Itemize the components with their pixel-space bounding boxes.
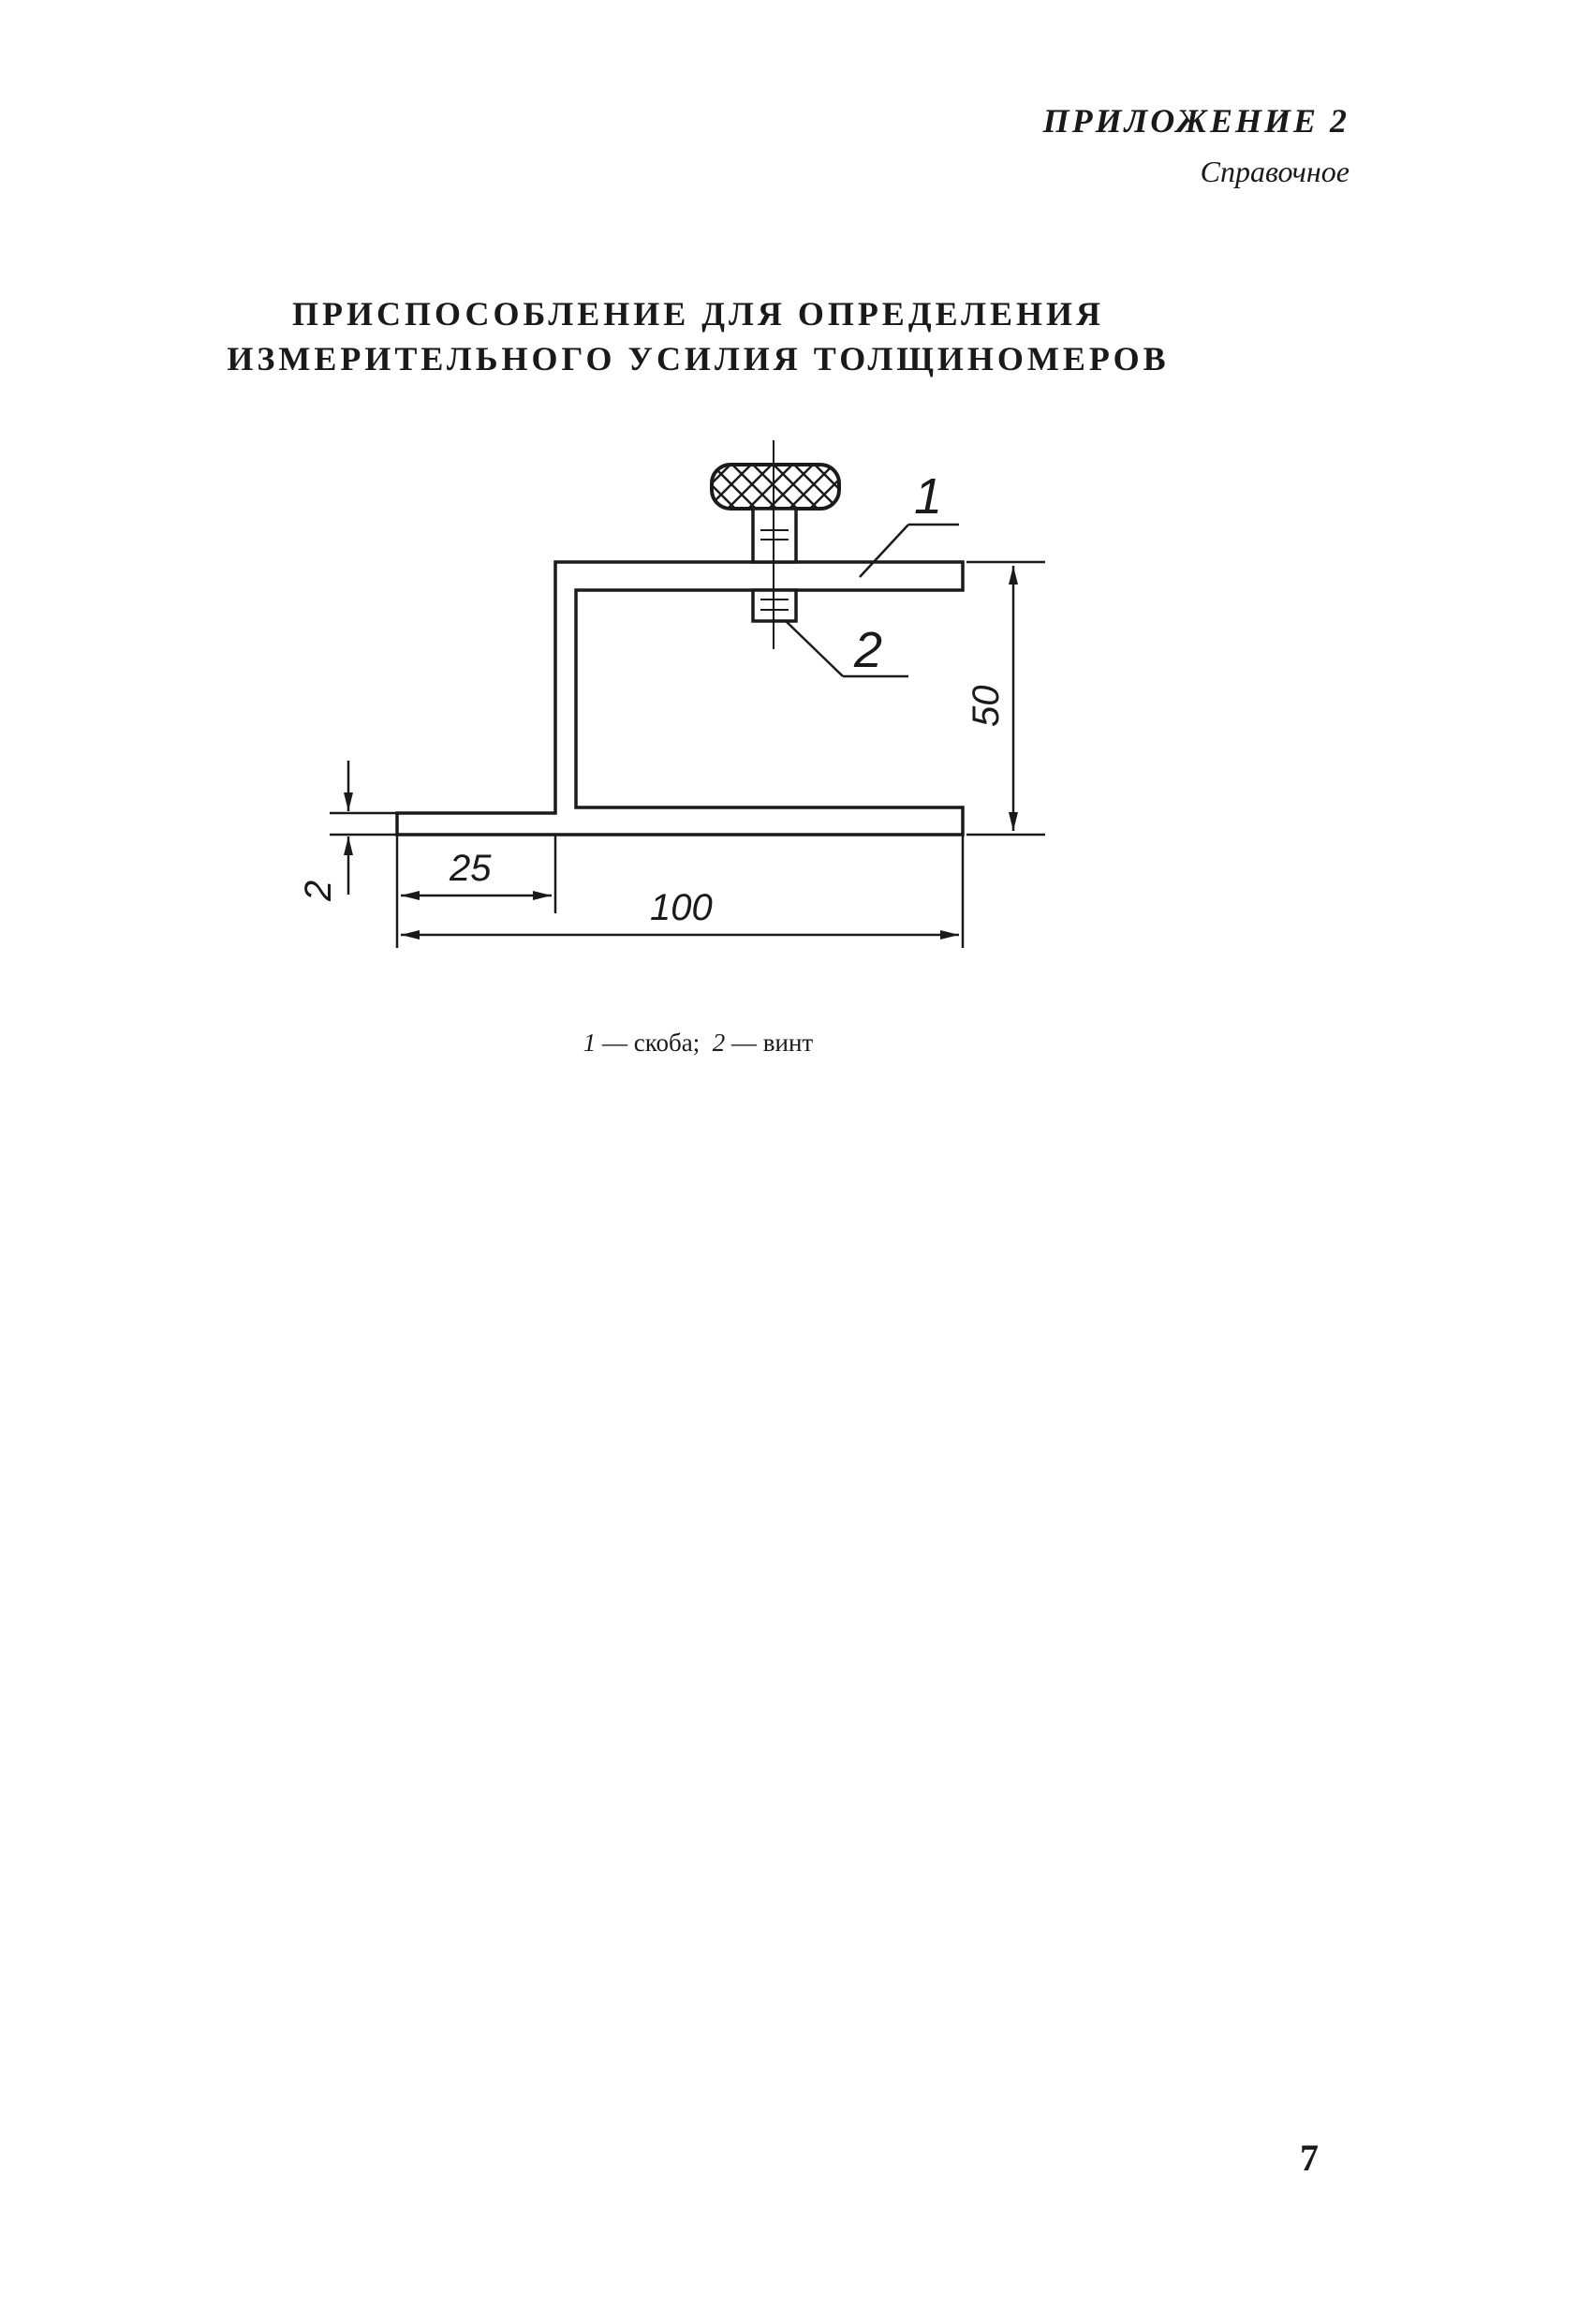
callout-1-label: 1 bbox=[914, 468, 943, 525]
screw bbox=[712, 440, 839, 649]
caption-item-1-text: — скоба; bbox=[602, 1029, 701, 1057]
dimension-thickness bbox=[298, 761, 397, 902]
technical-drawing bbox=[0, 0, 1593, 1030]
dimension-length-label: 100 bbox=[650, 887, 713, 928]
figure-caption bbox=[0, 1029, 1593, 1058]
caption-item-1-number: 1 bbox=[583, 1029, 597, 1057]
callout-2-label: 2 bbox=[854, 622, 883, 678]
callout-2 bbox=[785, 620, 908, 678]
knurled-head bbox=[712, 465, 839, 509]
dimension-thickness-label: 2 bbox=[298, 880, 339, 901]
appendix-label: ПРИЛОЖЕНИЕ 2 bbox=[1042, 102, 1350, 140]
dimension-height bbox=[966, 562, 1045, 835]
page-number: 7 bbox=[1300, 2137, 1319, 2179]
caption-item-2-number: 2 bbox=[712, 1029, 726, 1057]
page-title-line-1: ПРИСПОСОБЛЕНИЕ ДЛЯ ОПРЕДЕЛЕНИЯ bbox=[292, 295, 1104, 333]
page-title-line-2: ИЗМЕРИТЕЛЬНОГО УСИЛИЯ ТОЛЩИНОМЕРОВ bbox=[227, 339, 1170, 377]
appendix-type: Справочное bbox=[1200, 155, 1350, 189]
caption-item-2-text: — винт bbox=[731, 1029, 814, 1057]
dimension-flange-label: 25 bbox=[450, 848, 492, 889]
dimension-height-label: 50 bbox=[966, 685, 1007, 727]
dimension-flange bbox=[397, 835, 555, 948]
bracket bbox=[397, 562, 963, 835]
